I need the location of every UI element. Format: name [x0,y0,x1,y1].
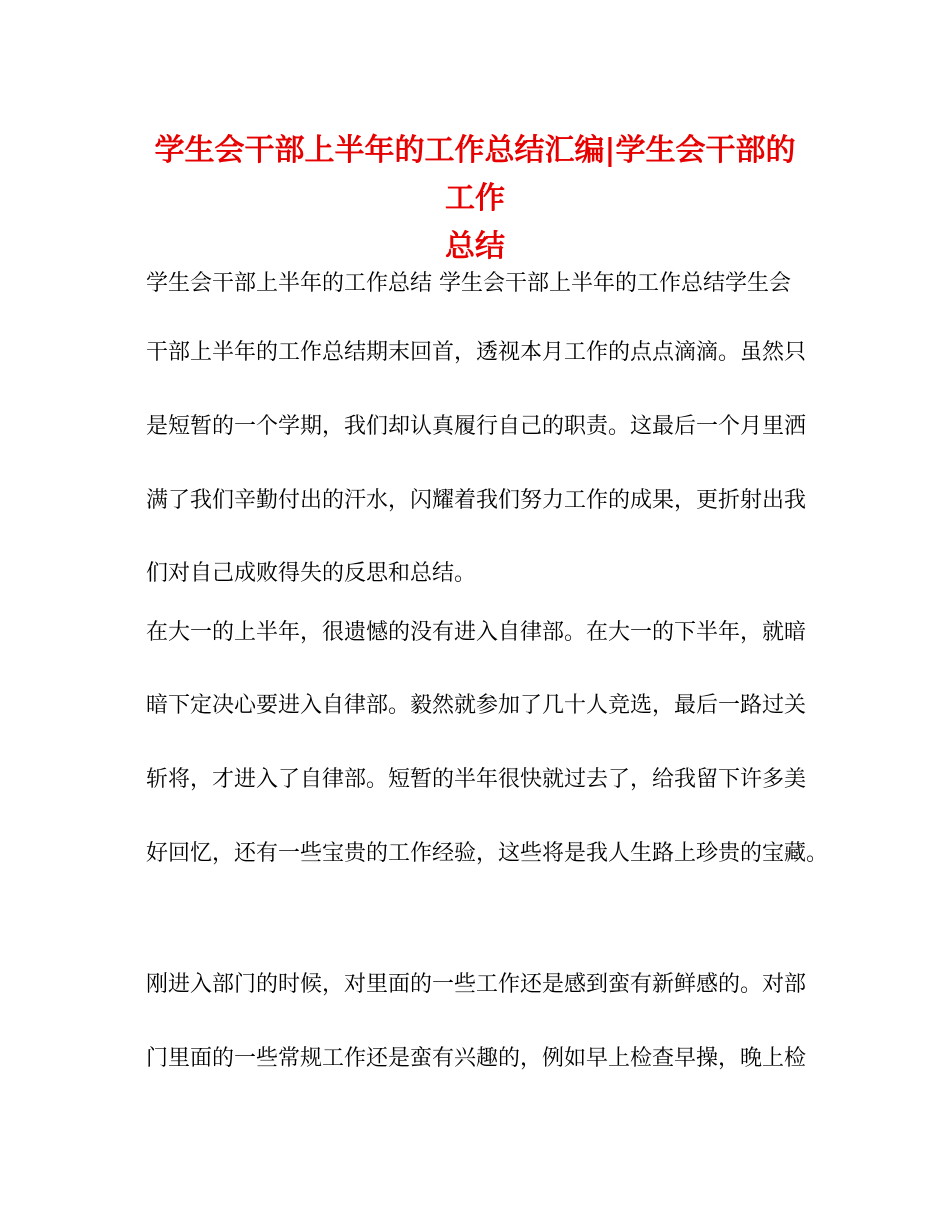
paragraph-3-line-1: 刚进入部门的时候，对里面的一些工作还是感到蛮有新鲜感的。对部 [146,972,807,997]
paragraph-2-line-2: 暗下定决心要进入自律部。毅然就参加了几十人竞选，最后一路过关 [146,693,807,718]
paragraph-1-line-3: 是短暂的一个学期，我们却认真履行自己的职责。这最后一个月里洒 [146,414,807,439]
document-title [140,127,810,271]
title-line-2: 总结 [445,229,505,264]
title-line-1: 学生会干部上半年的工作总结汇编|学生会干部的工作 [154,133,796,216]
paragraph-2-line-1: 在大一的上半年，很遗憾的没有进入自律部。在大一的下半年，就暗 [146,620,807,645]
paragraph-1-line-5: 们对自己成败得失的反思和总结。 [146,561,477,586]
paragraph-2-line-3: 斩将，才进入了自律部。短暂的半年很快就过去了，给我留下许多美 [146,767,807,792]
paragraph-1-line-4: 满了我们辛勤付出的汗水，闪耀着我们努力工作的成果，更折射出我 [146,488,807,513]
paragraph-2-line-4: 好回忆，还有一些宝贵的工作经验，这些将是我人生路上珍贵的宝藏。 [146,841,829,866]
paragraph-1-line-2: 干部上半年的工作总结期末回首，透视本月工作的点点滴滴。虽然只 [146,340,807,365]
paragraph-1-line-1: 学生会干部上半年的工作总结 学生会干部上半年的工作总结学生会 [146,271,791,296]
paragraph-3-line-2: 门里面的一些常规工作还是蛮有兴趣的，例如早上检查早操，晚上检 [146,1046,807,1071]
